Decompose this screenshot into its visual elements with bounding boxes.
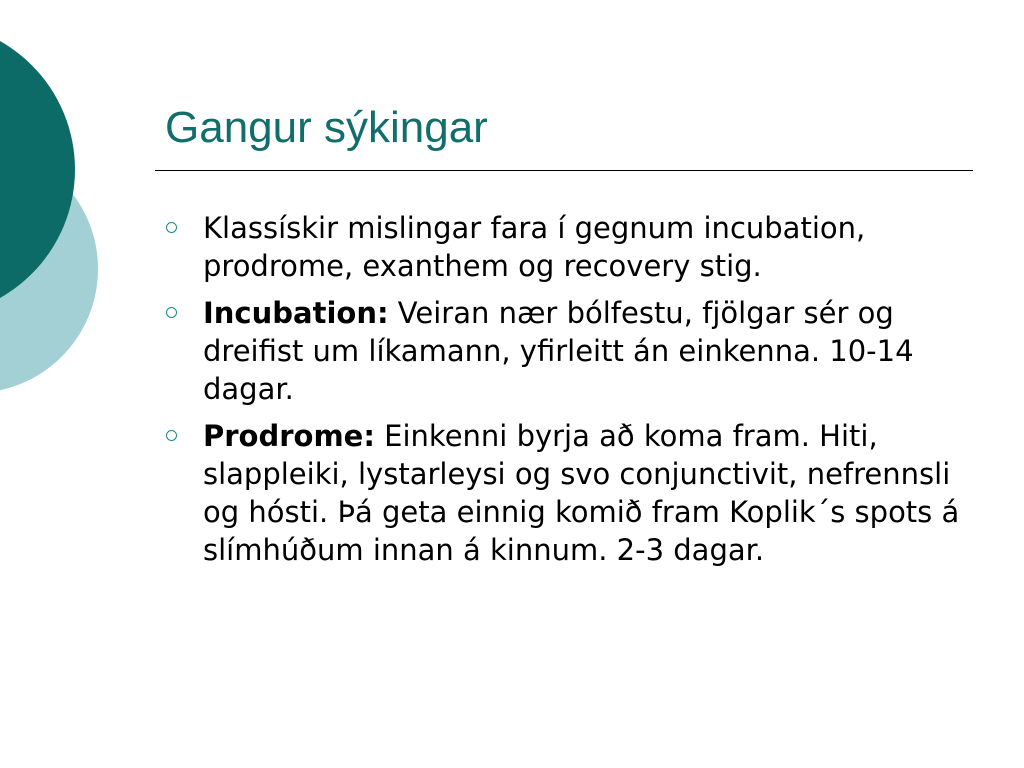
bullet-item [162, 209, 972, 285]
bullet-label: Incubation: [203, 296, 389, 330]
bullet-circle-icon [166, 430, 177, 441]
bullet-item [162, 294, 972, 408]
bullet-circle-icon [166, 307, 177, 318]
bullet-text: Veiran nær bólfestu, fjölgar sér og dreifist um líkamann, yfirleitt án einkenna. 10-14 dagar. [203, 296, 914, 406]
bullet-circle-icon [166, 222, 177, 233]
slide-title: Gangur sýkingar [165, 103, 488, 152]
bullet-item [162, 417, 972, 569]
title-divider [155, 170, 973, 171]
bullet-text: Klassískir mislingar fara í gegnum incubation, prodrome, exanthem og recovery stig. [203, 211, 866, 283]
bullet-list [162, 209, 972, 578]
bullet-text: Einkenni byrja að koma fram. Hiti, slappleiki, lystarleysi og svo conjunctivit, nefrennsli og hósti. Þá geta einnig komið fram Koplik´s spots á slímhúðum innan á kinnum. 2-3 dagar. [203, 419, 960, 567]
bullet-label: Prodrome: [203, 419, 375, 453]
